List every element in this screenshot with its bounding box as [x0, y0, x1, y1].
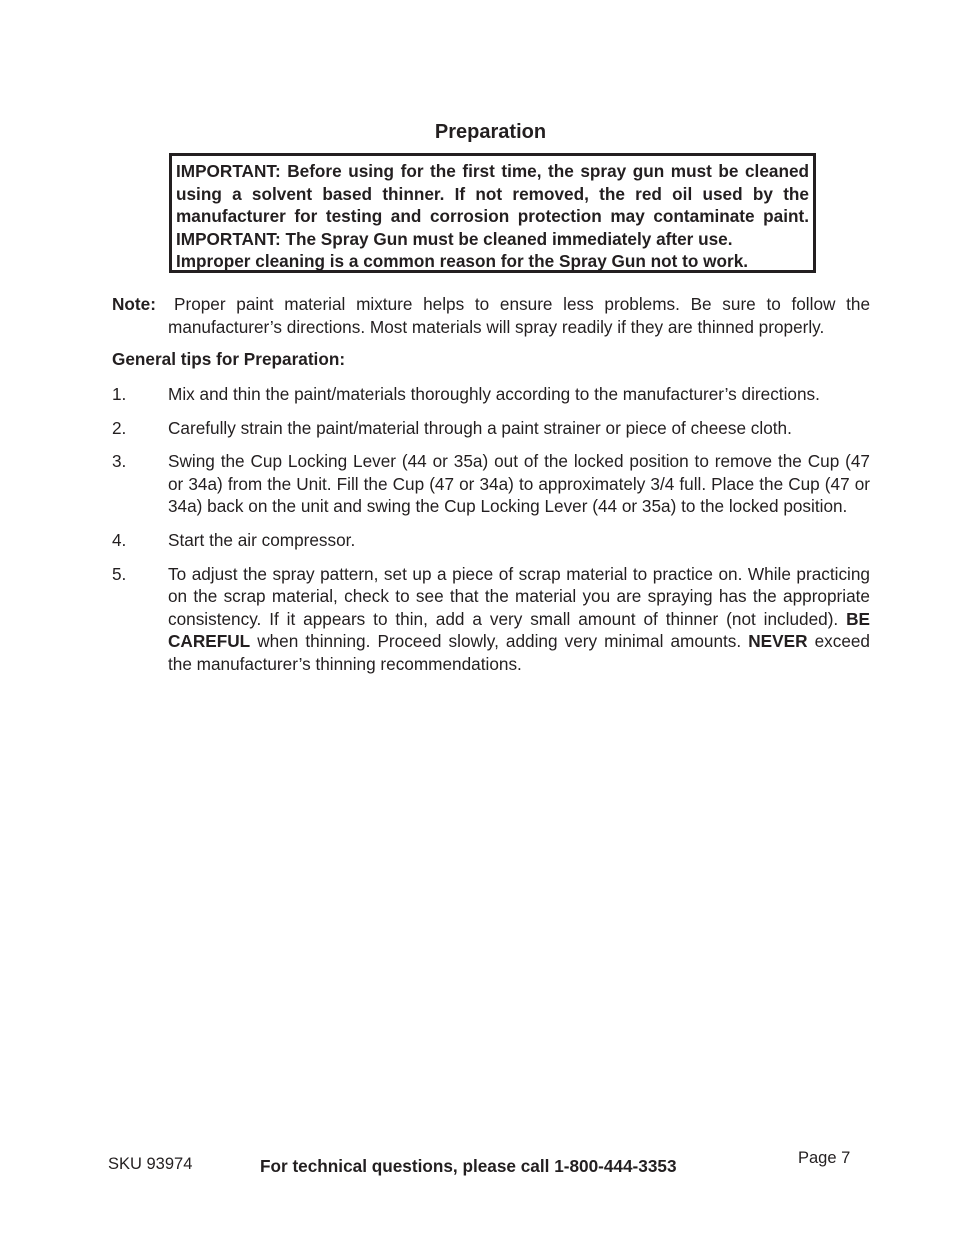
list-item-text-part: when thinning. Proceed slowly, adding very minimal amounts. — [250, 631, 749, 652]
note-label: Note: — [112, 294, 156, 314]
tips-list — [112, 383, 870, 687]
list-item-text — [168, 564, 870, 674]
list-item-text-part: To adjust the spray pattern, set up a piece of scrap material to practice on. While practicing on the scrap material, check to see that the material you are spraying has the appropriate consistency. If it appears to thin, add a very small amount of thinner (not included). — [168, 563, 870, 629]
note-paragraph — [112, 293, 870, 339]
caution-emphasis: BE CAREFUL — [168, 608, 870, 652]
list-item-number: 4. — [112, 529, 127, 550]
footer-support-phone: For technical questions, please call 1-800-444-3353 — [260, 1156, 677, 1176]
tips-heading: General tips for Preparation: — [112, 349, 346, 369]
list-item-text-part: exceed the manufacturer’s thinning recommendations. — [168, 631, 870, 674]
list-item-number: 3. — [112, 451, 127, 472]
important-line-3: manufacturer for testing and corrosion protection may contaminate paint. — [176, 206, 809, 227]
note-body — [168, 293, 870, 339]
list-item-text: Mix and thin the paint/materials thoroughly according to the manufacturer’s directions. — [168, 384, 820, 404]
list-item — [112, 417, 870, 440]
list-item — [112, 450, 870, 518]
important-line-2: using a solvent based thinner. If not removed, the red oil used by the — [176, 183, 809, 204]
list-item-number: 1. — [112, 384, 127, 404]
never-emphasis: NEVER — [748, 631, 808, 652]
list-item — [112, 529, 870, 552]
list-item-number: 2. — [112, 417, 127, 438]
note-line-1: Proper paint material mixture helps to ensure less problems. Be sure to follow the — [174, 294, 870, 314]
list-item-number: 5. — [112, 563, 127, 584]
page-title: Preparation — [434, 121, 547, 143]
important-line-4: IMPORTANT: The Spray Gun must be cleaned immediately after use. — [176, 228, 733, 249]
list-item-text: Start the air compressor. — [168, 529, 356, 550]
list-item — [112, 563, 870, 676]
important-line-5: Improper cleaning is a common reason for the Spray Gun not to work. — [176, 251, 749, 272]
important-line-1: IMPORTANT: Before using for the first time, the spray gun must be cleaned — [176, 161, 809, 181]
note-line-2: manufacturer’s directions. Most materials will spray readily if they are thinned properly. — [168, 317, 825, 337]
footer-page-number: Page 7 — [798, 1149, 851, 1167]
important-notice-box — [169, 153, 816, 273]
list-item — [112, 383, 870, 406]
list-item-text: Carefully strain the paint/material through a paint strainer or piece of cheese cloth. — [168, 417, 792, 438]
list-item-text: Swing the Cup Locking Lever (44 or 35a) out of the locked position to remove the Cup (47 or 34a) from the Unit. Fill the Cup (47 or 34a) to approximately 3/4 full. Place the Cup (47 or 34a) back on the unit and swing the Cup Locking Lever (44 or 35a) to the locked position. — [168, 451, 870, 517]
footer-sku: SKU 93974 — [108, 1155, 193, 1173]
